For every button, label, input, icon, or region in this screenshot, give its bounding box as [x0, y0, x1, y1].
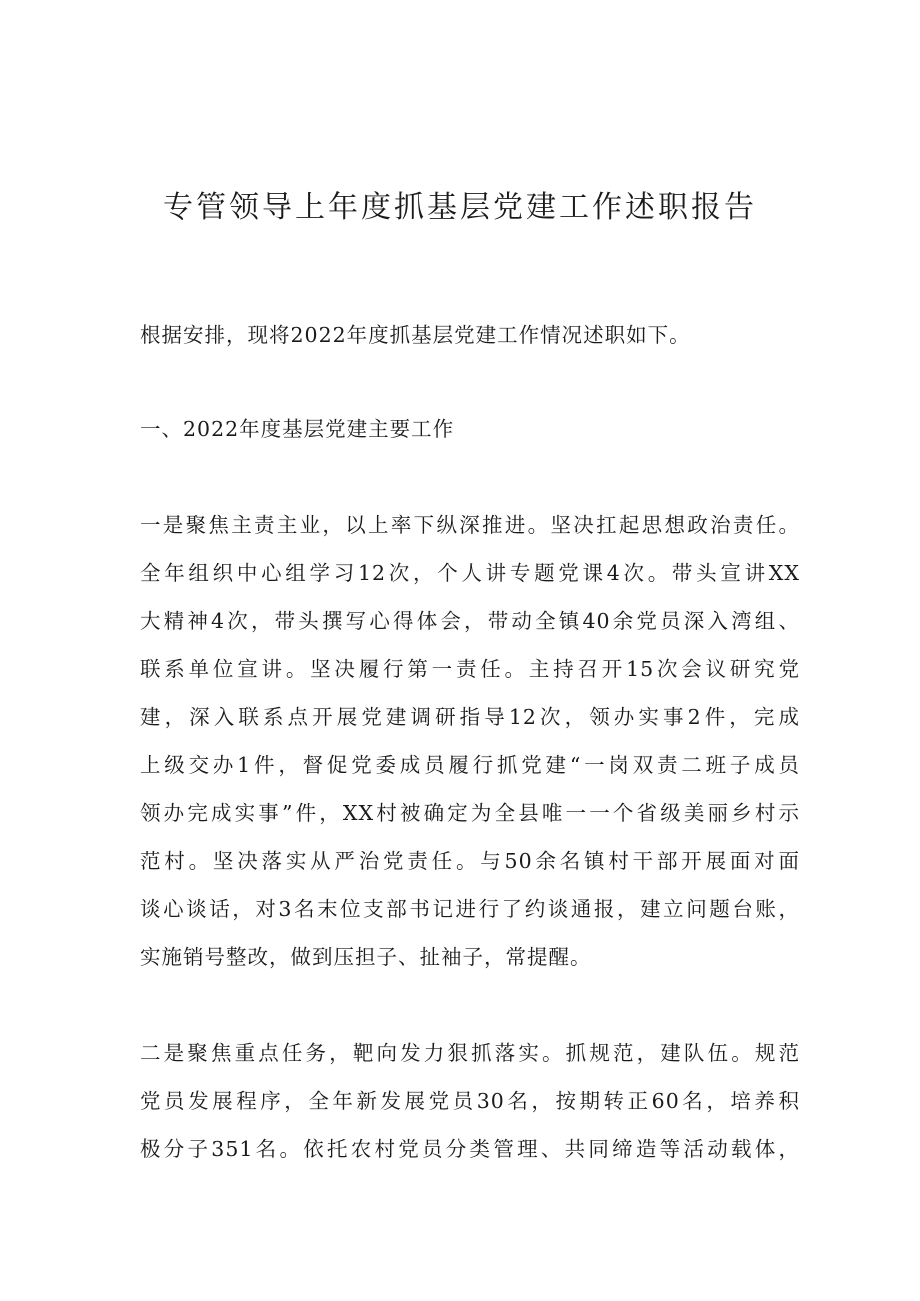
paragraph-line: 联系单位宣讲。坚决履行第一责任。主持召开15次会议研究党 [140, 657, 800, 681]
paragraph-line: 范村。坚决落实从严治党责任。与50余名镇村干部开展面对面 [140, 849, 800, 873]
paragraph-line: 谈心谈话，对3名末位支部书记进行了约谈通报，建立问题台账， [140, 897, 800, 921]
section-heading: 一、2022年度基层党建主要工作 [140, 417, 455, 441]
paragraph-line: 领办完成实事”件，XX村被确定为全县唯一一个省级美丽乡村示 [140, 801, 800, 825]
paragraph-line: 大精神4次，带头撰写心得体会，带动全镇40余党员深入湾组、 [140, 609, 800, 633]
paragraph-line: 极分子351名。依托农村党员分类管理、共同缔造等活动载体， [140, 1137, 800, 1161]
paragraph-line: 二是聚焦重点任务，靶向发力狠抓落实。抓规范，建队伍。规范 [140, 1041, 800, 1065]
paragraph-line: 全年组织中心组学习12次，个人讲专题党课4次。带头宣讲XX [140, 561, 800, 585]
paragraph-line: 党员发展程序，全年新发展党员30名，按期转正60名，培养积 [140, 1089, 800, 1113]
paragraph-line: 上级交办1件，督促党委成员履行抓党建“一岗双责二班子成员 [140, 753, 800, 777]
paragraph-line: 一是聚焦主责主业，以上率下纵深推进。坚决扛起思想政治责任。 [140, 513, 800, 537]
paragraph-line: 建，深入联系点开展党建调研指导12次，领办实事2件，完成 [140, 705, 800, 729]
paragraph-line: 实施销号整改，做到压担子、扯袖子，常提醒。 [140, 945, 592, 969]
document-title: 专管领导上年度抓基层党建工作述职报告 [163, 190, 757, 225]
intro-paragraph: 根据安排，现将2022年度抓基层党建工作情况述职如下。 [140, 323, 691, 347]
